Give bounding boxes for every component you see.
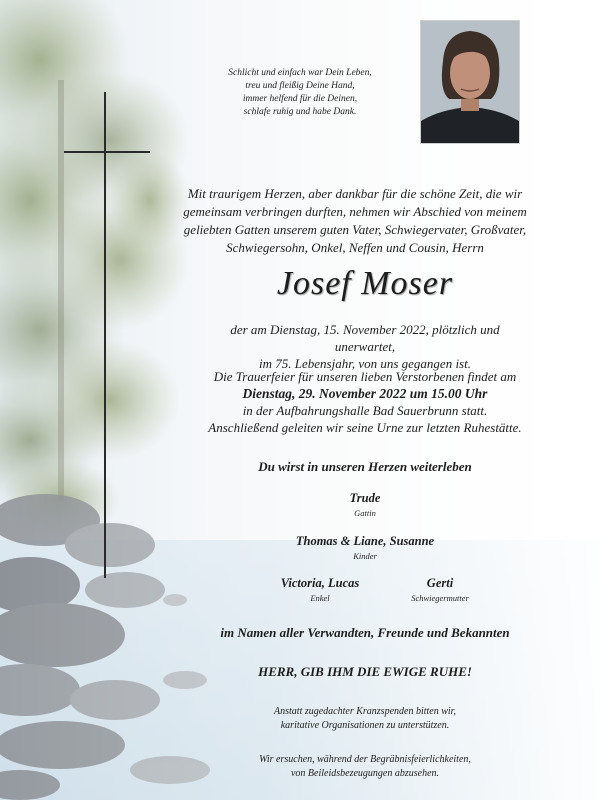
funeral-info [190, 368, 540, 436]
mourner-children [255, 534, 475, 561]
mourner-name: Gerti [426, 576, 454, 590]
death-info-line: im 75. Lebensjahr, von uns gegangen ist. [259, 356, 471, 371]
cross-vertical-bar [104, 92, 106, 578]
poem-line: immer helfend für die Deinen, [242, 94, 358, 104]
intro-line: gemeinsam verbringen durften, nehmen wir Abschied von meinem [183, 204, 527, 219]
funeral-place: in der Aufbahrungshalle Bad Sauerbrunn statt. [242, 403, 488, 418]
mourner-role: Gattin [354, 508, 376, 518]
condolence-note [215, 753, 515, 781]
death-info-line: der am Dienstag, 15. November 2022, plötzlich und unerwartet, [230, 322, 500, 354]
mourner-name: Thomas & Liane, Susanne [295, 534, 435, 548]
donation-note-line: Anstatt zugedachter Kranzspenden bitten wir, [274, 706, 456, 717]
memorial-poem [200, 67, 400, 119]
funeral-after: Anschließend geleiten wir seine Urne zur letzten Ruhestätte. [208, 420, 522, 435]
mourner-role: Schwiegermutter [411, 593, 469, 603]
mourner-grandchildren [255, 576, 385, 603]
deceased-name: Josef Moser [276, 265, 454, 302]
mourner-name: Victoria, Lucas [280, 576, 360, 590]
intro-line: Schwiegersohn, Onkel, Neffen und Cousin, Herrn [226, 240, 484, 255]
condolence-note-line: Wir ersuchen, während der Begräbnisfeierlichkeiten, [259, 754, 471, 765]
death-info [200, 321, 530, 372]
intro-line: Mit traurigem Herzen, aber dankbar für die schöne Zeit, die wir [187, 186, 523, 201]
family-line: im Namen aller Verwandten, Freunde und Bekannten [220, 625, 510, 640]
prayer-line: HERR, GIB IHM DIE EWIGE RUHE! [258, 664, 472, 679]
intro-text [150, 185, 560, 257]
funeral-intro: Die Trauerfeier für unseren lieben Verstorbenen findet am [213, 369, 517, 384]
intro-line: geliebten Gatten unserem guten Vater, Schwiegervater, Großvater, [183, 222, 527, 237]
mourner-role: Kinder [353, 551, 377, 561]
mourner-spouse [300, 491, 430, 518]
mourner-role: Enkel [310, 593, 330, 603]
poem-line: Schlicht und einfach war Dein Leben, [228, 68, 372, 78]
poem-line: treu und fleißig Deine Hand, [245, 81, 355, 91]
donation-note [215, 705, 515, 733]
donation-note-line: karitative Organisationen zu unterstützen. [280, 720, 450, 731]
mourner-mother-in-law [385, 576, 495, 603]
mourner-name: Trude [349, 491, 381, 505]
poem-line: schlafe ruhig und habe Dank. [243, 107, 357, 117]
deceased-portrait-photo [420, 20, 520, 144]
motto: Du wirst in unseren Herzen weiterleben [258, 459, 472, 474]
cross-horizontal-bar [64, 151, 150, 153]
funeral-date: Dienstag, 29. November 2022 um 15.00 Uhr [242, 386, 488, 401]
condolence-note-line: von Beileidsbezeugungen abzusehen. [290, 768, 440, 779]
